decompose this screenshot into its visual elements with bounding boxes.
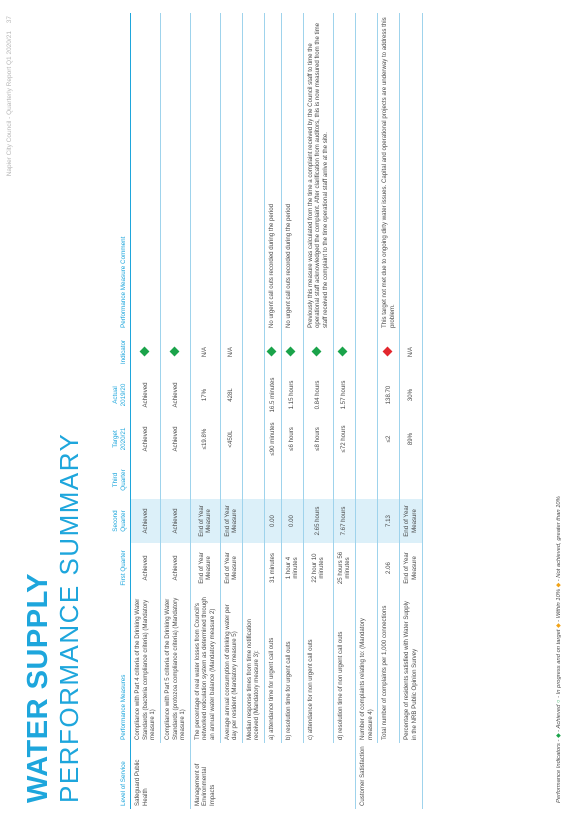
cell-indicator [378,331,400,373]
cell-third [242,461,264,499]
cell-measure: Median response times from time notification received (Mandatory measure 3): [242,593,264,743]
table-row [400,13,422,809]
cell-comment: No urgent call outs recorded during the period [265,13,282,331]
cell-actual: 0.84 hours [303,373,333,417]
performance-table [110,13,423,809]
cell-indicator [303,331,333,373]
cell-actual: 1.15 hours [281,373,303,417]
cell-comment [190,13,220,331]
cell-second: End of Year Measure [220,499,242,543]
col-comment: Performance Measure Comment [110,13,131,331]
achieved-diamond-icon [312,347,322,357]
cell-actual: Achieved [131,373,161,417]
cell-first [242,543,264,593]
cell-comment [131,13,161,331]
cell-third [333,461,355,499]
cell-first: End of Year Measure [400,543,422,593]
cell-measure: Average annual consumption of drinking water per day per resident (Mandatory measure 5) [220,593,242,743]
col-level: Level of Service [110,743,131,809]
page-number: 37 [6,16,13,24]
legend-achieved: - Achieved [556,704,562,732]
cell-indicator: N/A [190,331,220,373]
cell-actual: Achieved [160,373,190,417]
cell-target: Achieved [160,417,190,461]
cell-first: End of Year Measure [190,543,220,593]
cell-indicator [333,331,355,373]
cell-first: Achieved [160,543,190,593]
title-line2: PERFORMANCE SUMMARY [54,432,84,803]
col-actual: Actual 2019/20 [110,373,131,417]
legend [556,496,562,803]
legend-prefix: Performance Indicators - [556,739,562,803]
cell-comment: This target not met due to ongoing dirty water issues. Capital and operational projects are underway to address this problem. [378,13,400,331]
cell-level: Management of Environmental Impacts [193,763,216,806]
cell-target: Achieved [131,417,161,461]
cell-comment [400,13,422,331]
cell-measure: b) resolution time for urgent call outs [281,593,303,743]
legend-orange-icon-2: ◆ [556,582,562,588]
cell-actual: 17% [190,373,220,417]
cell-comment [333,13,355,331]
cell-measure: Total number of complaints per 1,000 connections [378,593,400,743]
title-line1: WATER SUPPLY [22,573,54,803]
col-second: Second Quarter [110,499,131,543]
legend-orange-icon: ◆ [556,623,562,628]
page-title [22,103,84,803]
cell-second [355,499,377,543]
cell-first: 31 minutes [265,543,282,593]
cell-third [281,461,303,499]
cell-actual [355,373,377,417]
table-row [220,13,242,809]
cell-first [355,543,377,593]
cell-measure: Percentage of residents satisfied with Water Supply in the NRB Public Opinion Survey [400,593,422,743]
cell-indicator: N/A [220,331,242,373]
legend-within: - Within 10% [556,589,562,622]
cell-measure: Compliance with Part 5 criteria of the Drinking Water Standards (protozoa compliance criteria) (Mandatory measure 1) [160,593,190,743]
cell-indicator [281,331,303,373]
cell-actual [242,373,264,417]
cell-comment [220,13,242,331]
table-row [131,13,161,809]
cell-first: 2.06 [378,543,400,593]
cell-indicator [160,331,190,373]
cell-target: ≤90 minutes [265,417,282,461]
table-row [190,13,220,809]
table-row [242,13,264,809]
cell-target: ≤72 hours [333,417,355,461]
cell-third [131,461,161,499]
cell-comment: Previously this measure was calculated from the time a complaint received by the Council staff to time the operational staff acknowledged the complaint. After clarification from auditors, this is now measured from the time staff received the complaint to the time operational staff arrive at the site. [303,13,333,331]
table-row [333,13,355,809]
achieved-diamond-icon [267,347,277,357]
not-achieved-diamond-icon [382,347,392,357]
legend-progress: - In progress and on target [556,629,562,698]
cell-measure: c) attendance for non urgent call outs [303,593,333,743]
cell-level [333,743,355,809]
page-header-org: Napier City Council - Quarterly Report Q1 2020/21 [6,31,13,177]
legend-green-icon: ◆ [556,733,562,738]
cell-level [303,743,333,809]
cell-level: Safeguard Public Health [134,759,149,806]
table-row [281,13,303,809]
cell-level [400,743,422,809]
cell-indicator [242,331,264,373]
cell-actual: 16.5 minutes [265,373,282,417]
cell-comment [355,13,377,331]
col-indicator: Indicator [110,331,131,373]
cell-target: ≤6 hours [281,417,303,461]
cell-first: End of Year Measure [220,543,242,593]
cell-second: End of Year Measure [400,499,422,543]
cell-second: End of Year Measure [190,499,220,543]
cell-level [378,743,400,809]
cell-indicator [355,331,377,373]
cell-actual: 1.57 hours [333,373,355,417]
cell-measure: The percentage of real water losses from Council's networked reticulation system as determined through an annual water balance (Mandatory measure 2) [190,593,220,743]
cell-first: 25 hours 56 minutes [333,543,355,593]
cell-comment [242,13,264,331]
col-third: Third Quarter [110,461,131,499]
cell-actual: 30% [400,373,422,417]
cell-first: Achieved [131,543,161,593]
cell-second: 7.13 [378,499,400,543]
table-row [265,13,282,809]
cell-target [242,417,264,461]
cell-second: 0.00 [265,499,282,543]
cell-second: 0.00 [281,499,303,543]
achieved-diamond-icon [286,347,296,357]
cell-first: 1 hour 4 minutes [281,543,303,593]
table-body [131,13,422,809]
cell-target: ≤2 [378,417,400,461]
cell-third [265,461,282,499]
cell-second: Achieved [131,499,161,543]
col-first: First Quarter [110,543,131,593]
cell-second: Achieved [160,499,190,543]
cell-actual: 428L [220,373,242,417]
cell-comment: No urgent call outs recorded during the period [281,13,303,331]
col-target: Target 2020/21 [110,417,131,461]
cell-third [303,461,333,499]
table-row [378,13,400,809]
achieved-diamond-icon [139,347,149,357]
cell-target: ≤19.8% [190,417,220,461]
cell-target: <450L [220,417,242,461]
cell-indicator: N/A [400,331,422,373]
cell-level: Customer Satisfaction [358,746,366,806]
cell-indicator [265,331,282,373]
col-measures: Performance Measures [110,593,131,743]
cell-level [265,743,282,809]
achieved-diamond-icon [338,347,348,357]
table-row [355,13,377,809]
cell-comment [160,13,190,331]
cell-third [378,461,400,499]
page-header [0,0,20,823]
cell-third [400,461,422,499]
cell-second: 2.65 hours [303,499,333,543]
cell-level [220,743,242,809]
cell-level [160,743,190,809]
table-header-row [110,13,131,809]
cell-measure: d) resolution time of non urgent call outs [333,593,355,743]
cell-third [220,461,242,499]
cell-second: 7.67 hours [333,499,355,543]
cell-third [160,461,190,499]
cell-measure: Compliance with Part 4 criteria of the Drinking Water Standards (bacteria compliance criteria) (Mandatory measure 1) [131,593,161,743]
cell-third [355,461,377,499]
cell-level [242,743,264,809]
cell-target [355,417,377,461]
cell-target: ≤8 hours [303,417,333,461]
legend-progress-icon: ○ [556,699,562,703]
cell-third [190,461,220,499]
cell-first: 22 hour 10 minutes [303,543,333,593]
legend-not: - Not achieved, greater than 10% [556,496,562,582]
cell-indicator [131,331,161,373]
cell-actual: 138.70 [378,373,400,417]
cell-measure: a) attendance time for urgent call outs [265,593,282,743]
cell-measure: Number of complaints relating to: (Mandatory measure 4) [355,593,377,743]
achieved-diamond-icon [169,347,179,357]
cell-target: 89% [400,417,422,461]
cell-level [281,743,303,809]
table-row [160,13,190,809]
cell-second [242,499,264,543]
table-row [303,13,333,809]
